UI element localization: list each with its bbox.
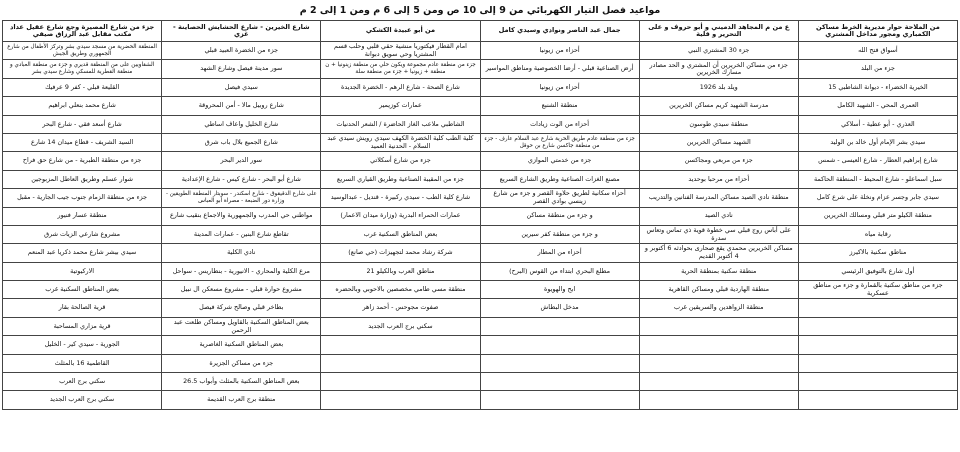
table-row	[3, 97, 958, 115]
table-cell: سور مدينة فيصل وشارع الشهد	[162, 60, 321, 78]
column-header: ع من م المجاهد الدميني و أبو حروف و على التحرير و قلية	[639, 21, 798, 42]
table-cell	[798, 354, 957, 372]
table-cell: سيدي فيصل	[162, 78, 321, 96]
column-header: من الملاحة حوار مديرية الخرط مساكن الكمباري ومجور مداخل المشتري	[798, 21, 957, 42]
table-cell	[321, 354, 480, 372]
table-row	[3, 336, 958, 354]
table-cell	[798, 391, 957, 409]
column-header: من أبو عبيدة الكشكي	[321, 21, 480, 42]
table-cell: و جزء من منطقة كفر سيرين	[480, 225, 639, 243]
table-cell: أول شارع بالتوفيق الرئيسي	[798, 262, 957, 280]
header-row	[3, 21, 958, 42]
table-cell: شارع محمد بنعلي ابراهيم	[3, 97, 162, 115]
table-cell: عمارات الحمراء البدرية (وزارة ميدان الاعمار)	[321, 207, 480, 225]
table-cell: أحزاء من الوت زيادات	[480, 115, 639, 133]
table-row	[3, 373, 958, 391]
table-cell: شركة رشاد محمد لتجهيزات (حي صانع)	[321, 244, 480, 262]
column-header: جمال عبد الناصر ونوادي وسيدي كامل	[480, 21, 639, 42]
table-cell: الشهيد مساكن الخريرين	[639, 133, 798, 151]
table-cell: سيدي جابر وجسر عزام ونخلة على شرع كامل	[798, 189, 957, 207]
table-cell	[480, 391, 639, 409]
column-header: شارع الخيرين - شارع الحشايش الحصاينة - غزي	[162, 21, 321, 42]
table-cell: قرية الصالحة بقار	[3, 299, 162, 317]
table-row	[3, 281, 958, 299]
table-cell: امام القطار فيكتوريا منشية حقي قلبي وحلب قسم المشتريا وحي سويق دبوانة	[321, 42, 480, 60]
table-cell	[798, 336, 957, 354]
table-cell: سكني برج العرب الجديد	[321, 317, 480, 335]
table-cell: الجورية - سيدي كير - الخليل	[3, 336, 162, 354]
table-cell: منطقة سيدي طوسون	[639, 115, 798, 133]
table-cell: منطقة الكيلو متر قبلي ومسالك الخريرين	[798, 207, 957, 225]
table-cell: منطقة نادي الصيد مساكن المدرسة الفنانين والتدريب	[639, 189, 798, 207]
table-cell: جزء من منطقة عادم مجموعة ويكون حلي من منطقة زينونيا + ن منطقة + زيونيا + جزء من منطقة سلة	[321, 60, 480, 78]
table-cell: منطقة عسار فنيور	[3, 207, 162, 225]
table-cell: مطلع البحري ابتداء من القوس (البرح)	[480, 262, 639, 280]
table-cell	[321, 373, 480, 391]
table-row	[3, 60, 958, 78]
table-cell: مساكن الخريرين محمدي يقع صحارى بحوادثه 6 أكتوبر و 4 أكتوبر القديم	[639, 244, 798, 262]
table-cell: جزء من منطقة الطبرية - من شارع حق فراح	[3, 152, 162, 170]
table-cell: مواطني حي المدرب والجمهورية والاجماع بنقيب شارع	[162, 207, 321, 225]
table-cell	[798, 373, 957, 391]
table-cell: صفوت مجوحس - أحمد زاهر	[321, 299, 480, 317]
table-cell: منطقة سكنية بمنطقة الحرية	[639, 262, 798, 280]
table-cell	[798, 299, 957, 317]
page-title: مواعيد فصل التيار الكهربائي من 9 إلى 10 ص ومن 5 إلى 6 م ومن 1 إلى 2 م	[299, 5, 661, 16]
table-cell: سور الدير البحر	[162, 152, 321, 170]
table-cell: العذري - أبو عطية - أسلاكي	[798, 115, 957, 133]
table-cell: مصنع الغزات الصناعية وطريق الشارع السريع	[480, 170, 639, 188]
table-cell: مناطق العرب وبالكيلو 21	[321, 262, 480, 280]
table-cell: جزء من خدمتي الموازي	[480, 152, 639, 170]
table-cell: شارع الجميع بلال باب شرق	[162, 133, 321, 151]
table-cell: على شارع الدقيقوق - شارع اسكندر - سوبتار المنطقة الطويقين - وزارة دور الضبعة - مصراة أبو العباس	[162, 189, 321, 207]
table-cell: بعض المناطق السكنية الغاصرية	[162, 336, 321, 354]
table-cell: مرع الكلية والمحاري - الانيورية - بنطاريس - سواحل	[162, 262, 321, 280]
table-row	[3, 207, 958, 225]
table-row	[3, 262, 958, 280]
table-row	[3, 115, 958, 133]
table-cell: جزء من شارع أسكلاتي	[321, 152, 480, 170]
table-cell	[480, 373, 639, 391]
table-cell: شارع روبيل مالا - أمن المحروقة	[162, 97, 321, 115]
table-cell: مشروع شارعي الزيات شرق	[3, 225, 162, 243]
table-cell: الشاطبي ملاعب الغاز الحاضرة / الشعر الحدنيات	[321, 115, 480, 133]
column-header: جزء من شارع المصيرة وجع شارع عقيل عداد مكتب مقابل عبد الرزاق صيفي	[3, 21, 162, 42]
schedule-page	[2, 0, 958, 452]
table-row	[3, 78, 958, 96]
table-cell: جزء من المقيبة الصناعية وطريق القياري السريع	[321, 170, 480, 188]
table-cell: كلية الطب كلية الخضرة الكهف سيدي رويش سيدي عبد السلام - الحدنية العميد	[321, 133, 480, 151]
table-row	[3, 354, 958, 372]
table-cell: مدخل البطاش	[480, 299, 639, 317]
table-cell: مناطق سكنية بالاكيرز	[798, 244, 957, 262]
table-cell: سكني برج العرب	[3, 373, 162, 391]
table-cell: شارع أسعد فقي - شارع البحر	[3, 115, 162, 133]
table-cell: ابح والهويوة	[480, 281, 639, 299]
table-cell	[480, 336, 639, 354]
table-cell: جزء من منطقة الزمام جنوب جيب الجارية - مقبل	[3, 189, 162, 207]
table-cell: شارع الخليل واعاف اساطي	[162, 115, 321, 133]
table-cell	[639, 317, 798, 335]
table-cell	[480, 354, 639, 372]
table-row	[3, 391, 958, 409]
table-cell	[639, 373, 798, 391]
table-cell: السيد الشريف - قطاع ميدان 14 شارع	[3, 133, 162, 151]
table-cell: الاركيوتية	[3, 262, 162, 280]
table-cell: تقاطع شارع البنين - عمارات المدينة	[162, 225, 321, 243]
table-cell: أحزاء من زيونيا	[480, 42, 639, 60]
table-cell: سيدي بيشر شارع محمد ذكريا عبد المنعم	[3, 244, 162, 262]
table-cell: بعض المناطق السكنية بالمثلث وأبواب 26.5	[162, 373, 321, 391]
table-row	[3, 317, 958, 335]
table-cell: منطقة الهاردية قبلي ومساكن القاهرية	[639, 281, 798, 299]
schedule-table	[2, 20, 958, 410]
table-cell	[480, 317, 639, 335]
table-cell: منطقة مسي طامي مخصصين بالاحوبي وبالحضره	[321, 281, 480, 299]
table-cell: عمارات كوزيمير	[321, 97, 480, 115]
table-cell: أسواق فتح الله	[798, 42, 957, 60]
table-cell: بطاخر قبلي وصالح شركة فيصل	[162, 299, 321, 317]
table-cell: شارع إبراهيم العطار - شارع العيسى - شمس	[798, 152, 957, 170]
table-row	[3, 225, 958, 243]
table-row	[3, 42, 958, 60]
table-row	[3, 152, 958, 170]
table-cell: بعض المناطق السكنية غرب	[321, 225, 480, 243]
table-cell: القليعة قبلي - كفر 9 عرفيك	[3, 78, 162, 96]
table-row	[3, 244, 958, 262]
table-cell: العمرى المحي - الشهيد الكامل	[798, 97, 957, 115]
table-cell: سيدي بشر الإمام أول خالد بن الوليد	[798, 133, 957, 151]
table-cell: رقابة مياه	[798, 225, 957, 243]
table-cell: منطقة الزواهدين والسريقين غرب	[639, 299, 798, 317]
table-row	[3, 170, 958, 188]
table-cell: نادي الكلية	[162, 244, 321, 262]
table-cell: الخيرية الخضراء - ديوانة الشاطبي 15	[798, 78, 957, 96]
table-row	[3, 189, 958, 207]
table-cell: جزء من منطقة عادم طريق الحرية شارع عبد السلام عارف - جزء من منطقة جاكسن شارع بن حوقل	[480, 133, 639, 151]
table-cell	[798, 317, 957, 335]
table-cell: منطقة برج العرب القديمة	[162, 391, 321, 409]
table-row	[3, 299, 958, 317]
table-cell: شارع الصحة - شارع الرهم - الخضرة الجديدة	[321, 78, 480, 96]
table-cell	[321, 391, 480, 409]
table-cell: جزء من مساكن الجزيرة	[162, 354, 321, 372]
table-cell	[639, 391, 798, 409]
table-cell: القاطمية 16 بالمثلث	[3, 354, 162, 372]
table-cell: الشقاويين على من المنطقة قديري و جزء من منطقة العبادي و منطقة القطرية للمسكي وشارع سيدي بشر	[3, 60, 162, 78]
table-cell: ويلد بلد 1926	[639, 78, 798, 96]
table-cell	[639, 354, 798, 372]
table-cell: شوار عسلم وطريق العاطل المزبوجين	[3, 170, 162, 188]
table-cell: منطقة الشنبع	[480, 97, 639, 115]
table-cell: جزء من الخضرة العبيد قبلي	[162, 42, 321, 60]
table-cell: سكني برج العرب الجديد	[3, 391, 162, 409]
table-cell: و جزء من منطقة مساكن	[480, 207, 639, 225]
table-cell: نادي الصيد	[639, 207, 798, 225]
table-cell: أحزاء من مرحبا بوحديد	[639, 170, 798, 188]
table-cell: قرية مزاري المساحبة	[3, 317, 162, 335]
table-row	[3, 133, 958, 151]
table-cell	[321, 336, 480, 354]
table-cell: سبل اسماعلو - شارع المحيط - المنطقة الحاكمة	[798, 170, 957, 188]
table-cell: جزء 30 المشتري النبي	[639, 42, 798, 60]
table-cell: بعض المناطق السكنية غرب	[3, 281, 162, 299]
table-cell: على أباس روج قبلي سي خطوة قوية ذي تماس وتعاس سدرة	[639, 225, 798, 243]
table-cell: بعض المناطق السكنية بالقاويل ومساكن طلعت عبد الرحمن	[162, 317, 321, 335]
table-cell: أحزاء من المطار	[480, 244, 639, 262]
table-cell: المنطقة الحضرية من مسجد سيدي بشر وتركز الأطفال من شارع الجمهوري وطريق الجيش	[3, 42, 162, 60]
table-cell: مشروع حوارة قبلي - مشروع مسعكن ال نبيل	[162, 281, 321, 299]
table-cell: جزء من البلد	[798, 60, 957, 78]
table-cell: أرض الصناعية قبلي - أرضا الخصوصية ومناطق المواسير	[480, 60, 639, 78]
table-cell	[639, 336, 798, 354]
table-cell: شارع كلية الطب - سيدي ركبيرة - قنديل - عبدالوسيد	[321, 189, 480, 207]
table-cell: جزء من مساكن الخريرين أن المشتري و الحد مصادر مسارك الخريرين	[639, 60, 798, 78]
table-cell: جزء من مربعي ومجاكسن	[639, 152, 798, 170]
table-cell: أحزاء سكانية لطريق حلاوة القصر و جزء من شارع زينسي بوادي القصر	[480, 189, 639, 207]
table-cell: جزء من مناطق سكنية بالقمارة و جزء من مناطق عسكرية	[798, 281, 957, 299]
table-cell: شارع أبو البحر - شارع كيس - شارع الإعدادية	[162, 170, 321, 188]
table-cell: مدرسة الشهيد كريم مساكن الخريرين	[639, 97, 798, 115]
table-cell: أحزاء من زيونيا	[480, 78, 639, 96]
